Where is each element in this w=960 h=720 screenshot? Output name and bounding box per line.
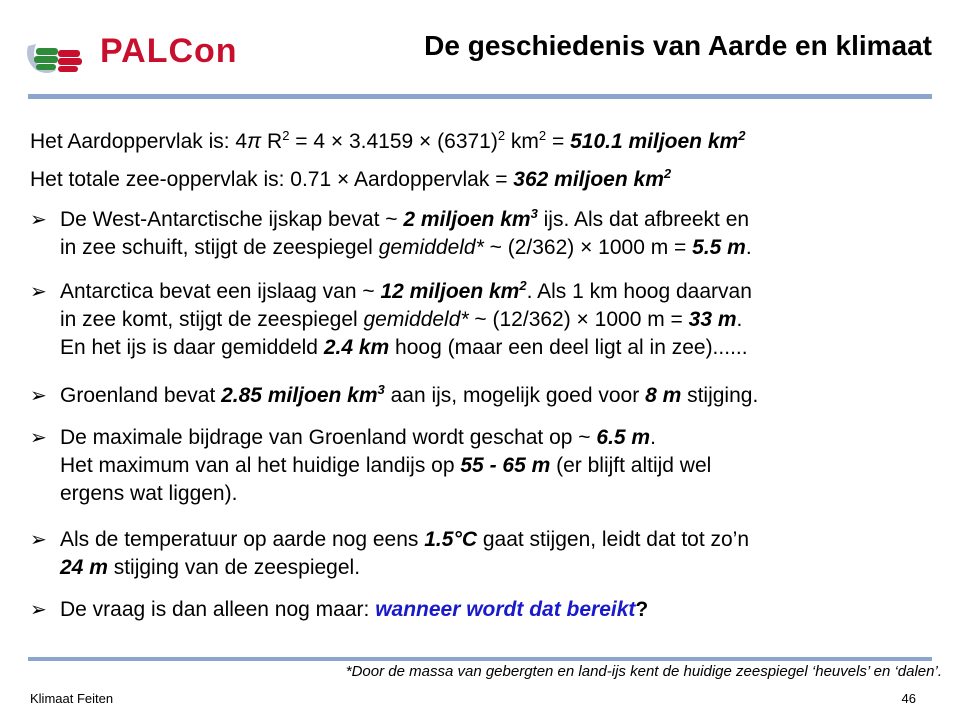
bullet-greenland-max: De maximale bijdrage van Groenland wordt geschat op ~ 6.5 m. Het maximum van al het huidige landijs op 55 - 65 m (er blijft altijd wel ergens wat liggen). [60, 426, 712, 505]
footer-divider [28, 657, 932, 661]
palcon-logo [22, 26, 238, 80]
question-highlight: wanneer wordt dat bereikt [375, 598, 636, 621]
bullet-west-antarctica: De West-Antarctische ijskap bevat ~ 2 miljoen $km^3$ ijs. Als dat afbreekt en in zee schuift, stijgt de zeespiegel gemiddeld* ~ (2/362) × 1000 m = 5.5 m. [60, 206, 752, 259]
earth-surface-line: Het Aardoppervlak is: 4π $R^2 = 4 \times 3.4159 \times (6371)^2$ $km^2 = 510.1$ miljoen $km^2$ [30, 128, 746, 153]
bullet-arrow-icon: ➢ [30, 427, 47, 449]
bullet-question: De vraag is dan alleen nog maar: wanneer wordt dat bereikt? [60, 598, 649, 621]
title-divider [28, 94, 932, 99]
sea-surface-result: 362 miljoen km [513, 168, 664, 191]
bullet-greenland: Groenland bevat 2.85 miljoen $km^3$ aan ijs, mogelijk goed voor 8 m stijging. [60, 382, 759, 407]
bullet-antarctica: Antarctica bevat een ijslaag van ~ 12 miljoen $km^2$. Als 1 km hoog daarvan in zee komt, stijgt de zeespiegel gemiddeld* ~ (12/362) × 1000 m = 33 m. En het ijs is daar gemiddeld 2.4 km hoog (maar een deel ligt al in zee)...... [60, 278, 752, 359]
sea-surface-line: Het totale zee-oppervlak is: 0.71 × Aardoppervlak = 362 miljoen $km^2$ [30, 166, 672, 191]
bullet-arrow-icon: ➢ [30, 281, 47, 303]
slide-title: De geschiedenis van Aarde en klimaat [424, 30, 932, 61]
footer-title: Klimaat Feiten [30, 691, 114, 706]
hands-logo-icon [22, 26, 102, 80]
bullet-arrow-icon: ➢ [30, 385, 47, 407]
bullet-arrow-icon: ➢ [30, 529, 47, 551]
logo-text: PALCon [100, 32, 238, 70]
bullet-arrow-icon: ➢ [30, 599, 47, 621]
earth-surface-result: 510.1 miljoen km [570, 130, 739, 153]
bullet-temperature: Als de temperatuur op aarde nog eens 1.5°C gaat stijgen, leidt dat tot zo’n 24 m stijging van de zeespiegel. [60, 528, 750, 579]
page-number: 46 [901, 691, 916, 706]
footnote: *Door de massa van gebergten en land-ijs kent de huidige zeespiegel ‘heuvels’ en ‘dalen’. [345, 663, 942, 680]
bullet-arrow-icon: ➢ [30, 209, 47, 231]
